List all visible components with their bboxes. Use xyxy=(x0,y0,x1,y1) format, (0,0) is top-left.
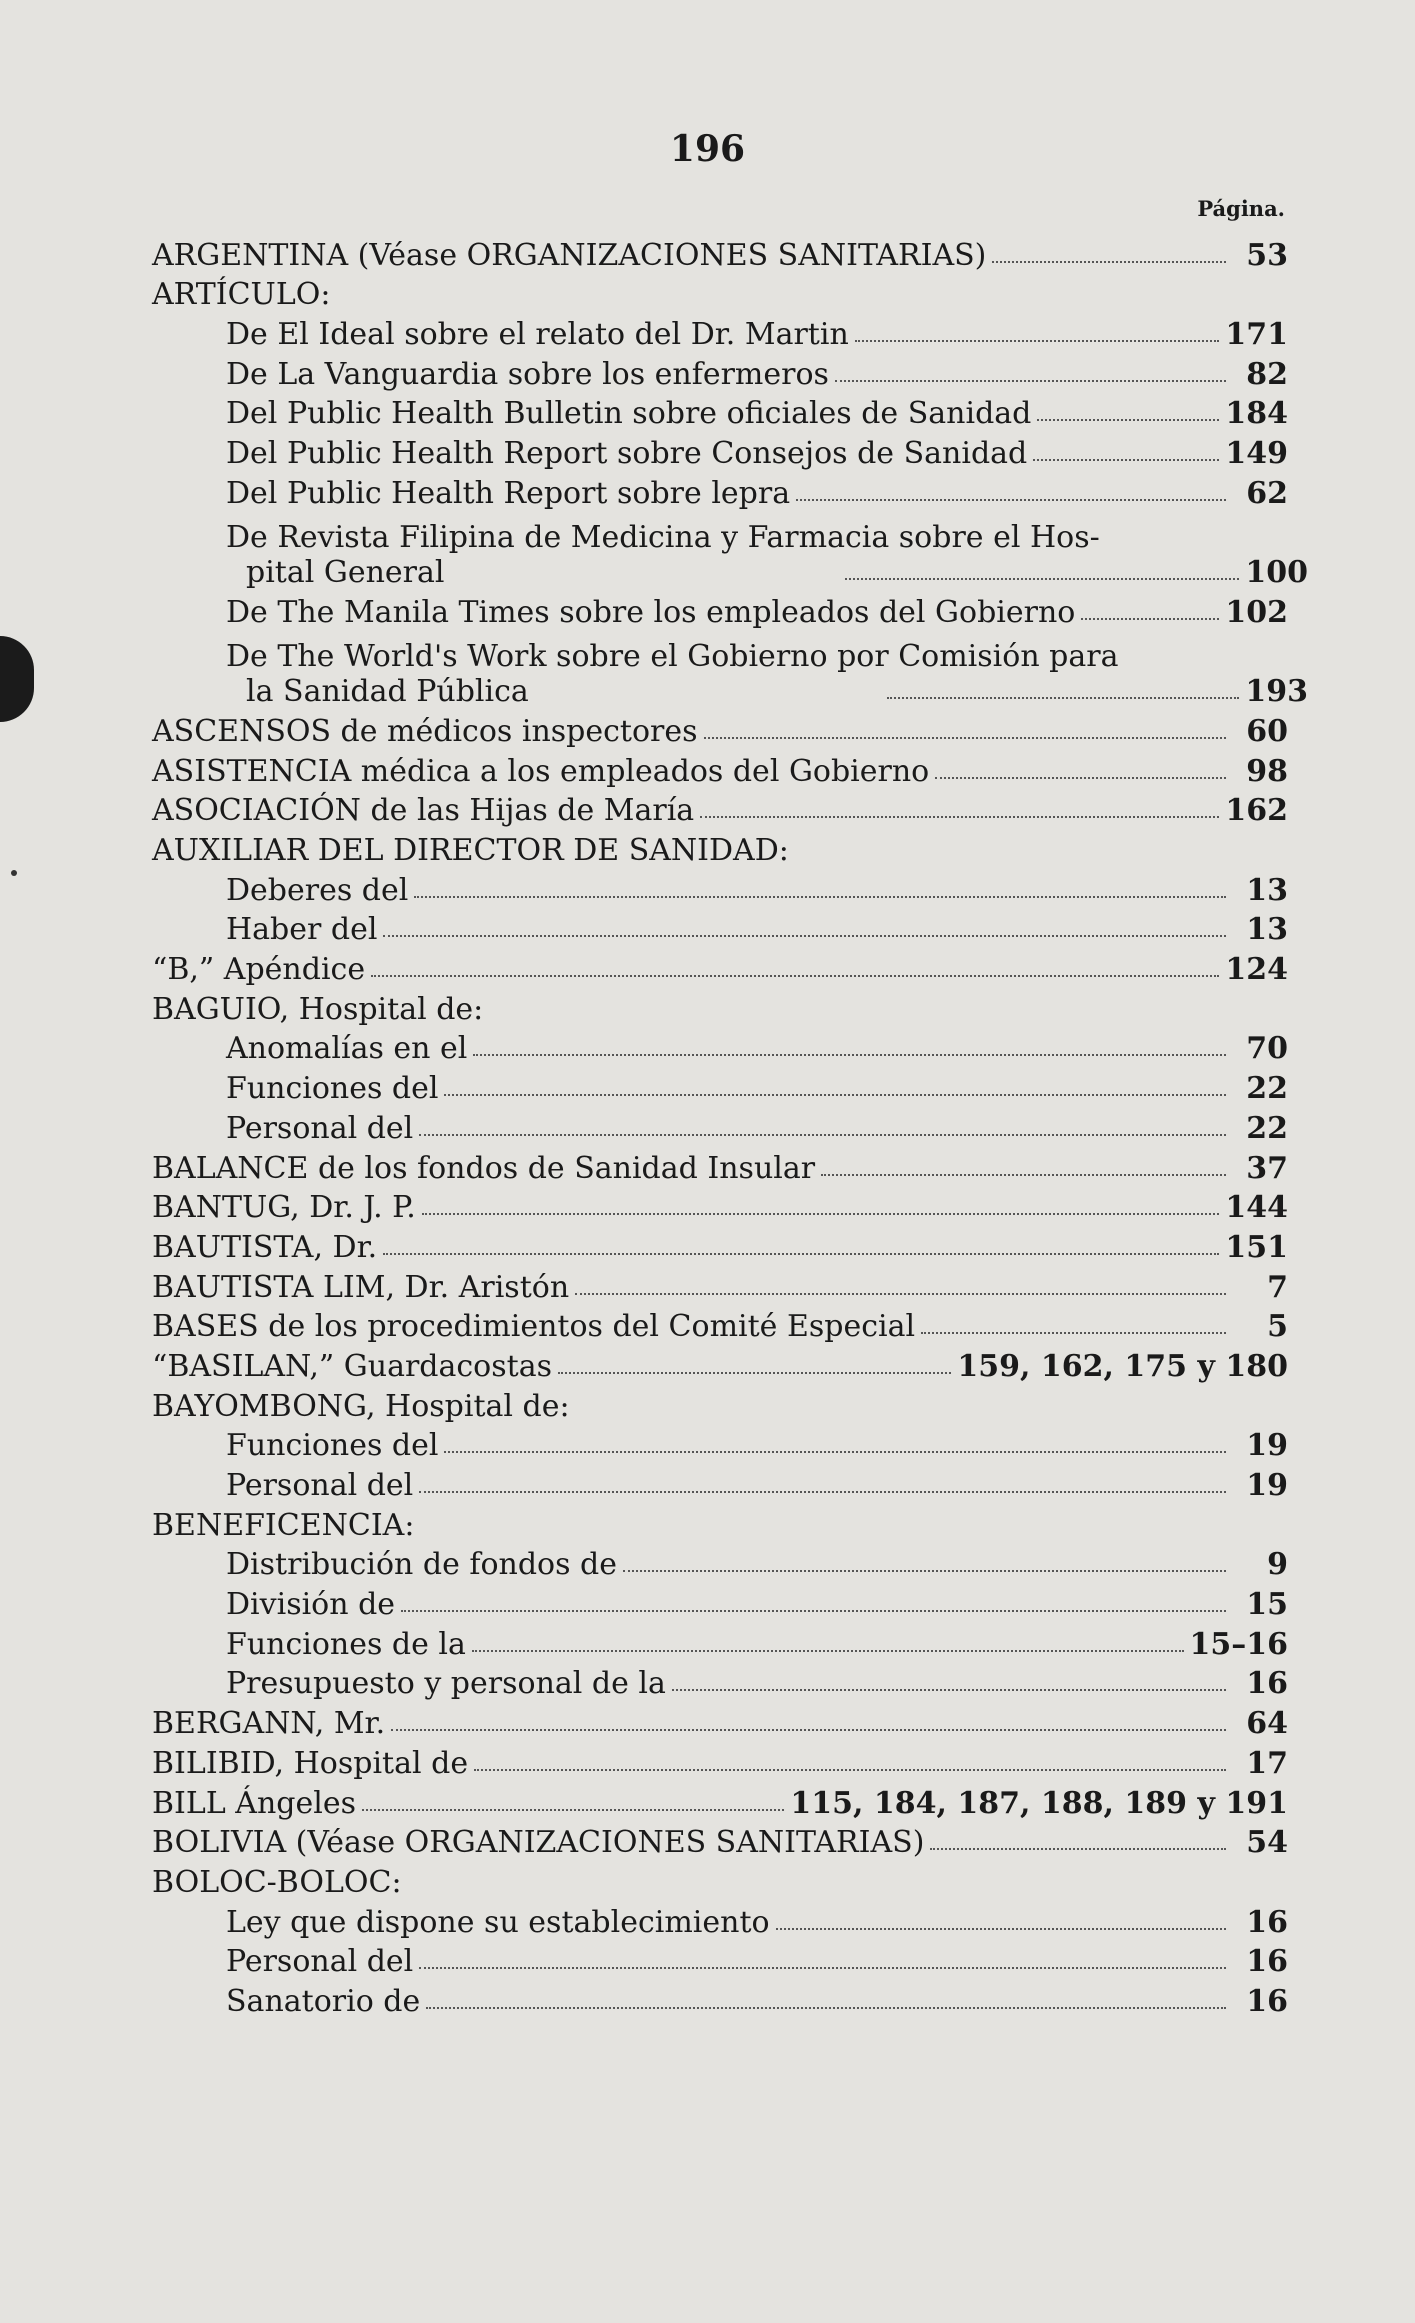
leader-dots xyxy=(1081,618,1219,620)
leader-dots xyxy=(414,896,1226,898)
index-entry xyxy=(152,1227,1288,1267)
leader-dots xyxy=(992,261,1226,263)
index-heading xyxy=(152,830,1288,870)
index-entry xyxy=(152,751,1288,791)
entry-label: De El Ideal sobre el relato del Dr. Martin xyxy=(226,317,849,353)
entry-page: 15 xyxy=(1246,1587,1288,1623)
entry-label: Funciones del xyxy=(226,1428,439,1464)
entry-page: 15–16 xyxy=(1189,1626,1288,1662)
index-entry xyxy=(152,1902,1288,1942)
entry-label: Personal del xyxy=(226,1110,414,1146)
leader-dots xyxy=(1033,459,1219,461)
index-entry xyxy=(152,354,1288,394)
entry-label: De La Vanguardia sobre los enfermeros xyxy=(226,356,829,392)
entry-label-continued: pital General xyxy=(246,555,445,591)
index-entry xyxy=(152,632,1309,711)
entry-label: Presupuesto y personal de la xyxy=(226,1666,666,1702)
leader-dots xyxy=(704,737,1226,739)
entry-page: 100 xyxy=(1245,555,1308,591)
entry-label: Distribución de fondos de xyxy=(226,1547,618,1583)
entry-page: 19 xyxy=(1246,1468,1288,1504)
entry-label: ASISTENCIA médica a los empleados del Gobierno xyxy=(152,753,930,789)
entry-label: BILIBID, Hospital de xyxy=(152,1745,469,1781)
leader-dots xyxy=(444,1451,1226,1453)
entry-label: ASCENSOS de médicos inspectores xyxy=(152,713,698,749)
entry-page: 22 xyxy=(1246,1110,1288,1146)
leader-dots xyxy=(362,1809,784,1811)
page-number: 196 xyxy=(669,128,746,170)
entry-page: 22 xyxy=(1246,1071,1288,1107)
entry-page: 16 xyxy=(1246,1944,1288,1980)
entry-label: Personal del xyxy=(226,1468,414,1504)
leader-dots xyxy=(474,1769,1226,1771)
margin-blot xyxy=(0,636,34,722)
entry-label: De The World's Work sobre el Gobierno por Comisión para xyxy=(226,638,1119,674)
leader-dots xyxy=(700,816,1219,818)
index-entry xyxy=(152,1664,1288,1704)
leader-dots xyxy=(887,697,1239,699)
margin-speck xyxy=(11,870,17,876)
entry-label: “BASILAN,” Guardacostas xyxy=(152,1348,552,1384)
index-entry xyxy=(152,870,1288,910)
entry-label: BILL Ángeles xyxy=(152,1785,356,1821)
index-entry xyxy=(152,1545,1288,1585)
index-entry xyxy=(152,1584,1288,1624)
entry-label: BAGUIO, Hospital de: xyxy=(152,991,484,1027)
entry-label: BASES de los procedimientos del Comité Especial xyxy=(152,1309,916,1345)
index-entry xyxy=(152,1624,1288,1664)
index-entry xyxy=(152,1188,1288,1228)
index-entry xyxy=(152,1108,1288,1148)
entry-label: ASOCIACIÓN de las Hijas de María xyxy=(152,793,695,829)
leader-dots xyxy=(855,340,1220,342)
entry-page: 70 xyxy=(1246,1031,1288,1067)
entry-label: Funciones de la xyxy=(226,1626,466,1662)
index-entry xyxy=(152,1029,1288,1069)
index-entry xyxy=(152,791,1288,831)
leader-dots xyxy=(426,2007,1226,2009)
entry-continuation xyxy=(226,672,1308,712)
index-entry xyxy=(152,394,1288,434)
entry-page: 171 xyxy=(1225,317,1288,353)
leader-dots xyxy=(835,380,1226,382)
entry-page: 62 xyxy=(1246,475,1288,511)
index-entry xyxy=(152,1465,1288,1505)
index-entry xyxy=(152,1426,1288,1466)
entry-page: 53 xyxy=(1246,237,1288,273)
entry-page: 5 xyxy=(1267,1309,1288,1345)
leader-dots xyxy=(623,1570,1226,1572)
entry-page: 102 xyxy=(1225,594,1288,630)
entry-label: BERGANN, Mr. xyxy=(152,1706,386,1742)
entry-page: 144 xyxy=(1225,1190,1288,1226)
index-entry xyxy=(152,1267,1288,1307)
leader-dots xyxy=(371,975,1219,977)
index-entry xyxy=(152,1307,1288,1347)
entry-page: 13 xyxy=(1246,872,1288,908)
index-entry xyxy=(152,592,1288,632)
entry-page: 17 xyxy=(1246,1745,1288,1781)
index-heading xyxy=(152,1505,1288,1545)
leader-dots xyxy=(419,1967,1226,1969)
entry-label: Deberes del xyxy=(226,872,409,908)
entry-page: 149 xyxy=(1225,436,1288,472)
leader-dots xyxy=(930,1848,1226,1850)
index-entry xyxy=(152,1783,1288,1823)
entry-label: Ley que dispone su establecimiento xyxy=(226,1904,770,1940)
entry-label: BAUTISTA, Dr. xyxy=(152,1229,378,1265)
leader-dots xyxy=(796,499,1226,501)
entry-label: BOLOC-BOLOC: xyxy=(152,1864,402,1900)
index-entry xyxy=(152,1743,1288,1783)
entry-label: De Revista Filipina de Medicina y Farmacia sobre el Hos- xyxy=(226,519,1100,555)
index-heading xyxy=(152,989,1288,1029)
entry-page: 16 xyxy=(1246,1666,1288,1702)
leader-dots xyxy=(422,1213,1220,1215)
entry-label: “B,” Apéndice xyxy=(152,952,366,988)
leader-dots xyxy=(472,1650,1184,1652)
entry-page: 9 xyxy=(1267,1547,1288,1583)
leader-dots xyxy=(776,1928,1226,1930)
entry-label: BAYOMBONG, Hospital de: xyxy=(152,1388,570,1424)
entry-label: Sanatorio de xyxy=(226,1983,421,2019)
leader-dots xyxy=(558,1372,951,1374)
index-entry xyxy=(152,1981,1288,2021)
leader-dots xyxy=(1037,419,1219,421)
index-entry xyxy=(152,473,1288,513)
entry-label: Haber del xyxy=(226,912,378,948)
leader-dots xyxy=(575,1293,1226,1295)
leader-dots xyxy=(444,1094,1226,1096)
entry-label: Funciones del xyxy=(226,1071,439,1107)
entry-label: BAUTISTA LIM, Dr. Aristón xyxy=(152,1269,570,1305)
leader-dots xyxy=(401,1610,1226,1612)
leader-dots xyxy=(935,777,1226,779)
index-entry xyxy=(152,711,1288,751)
leader-dots xyxy=(672,1689,1226,1691)
leader-dots xyxy=(419,1491,1226,1493)
entry-page: 54 xyxy=(1246,1825,1288,1861)
index-heading xyxy=(152,1862,1288,1902)
entry-label: Personal del xyxy=(226,1944,414,1980)
index-entry xyxy=(152,1068,1288,1108)
index-entry xyxy=(152,513,1308,592)
entry-page: 19 xyxy=(1246,1428,1288,1464)
index-entry xyxy=(152,949,1288,989)
column-header-pagina: Página. xyxy=(1197,196,1285,221)
entry-page: 64 xyxy=(1246,1706,1288,1742)
entry-page: 115, 184, 187, 188, 189 y 191 xyxy=(790,1785,1288,1821)
entry-label: Del Public Health Bulletin sobre oficiales de Sanidad xyxy=(226,396,1032,432)
index-entry xyxy=(152,1703,1288,1743)
index-entry xyxy=(152,235,1288,275)
entry-label: ARTÍCULO: xyxy=(152,277,331,313)
leader-dots xyxy=(845,578,1239,580)
entry-label: BOLIVIA (Véase ORGANIZACIONES SANITARIAS) xyxy=(152,1825,925,1861)
index-entry xyxy=(152,433,1288,473)
entry-label: AUXILIAR DEL DIRECTOR DE SANIDAD: xyxy=(152,833,789,869)
entry-page: 184 xyxy=(1225,396,1288,432)
index-entry xyxy=(152,314,1288,354)
index-entry xyxy=(152,1346,1288,1386)
entry-page: 60 xyxy=(1246,713,1288,749)
entry-page: 16 xyxy=(1246,1904,1288,1940)
entry-page: 37 xyxy=(1246,1150,1288,1186)
entry-label: BANTUG, Dr. J. P. xyxy=(152,1190,416,1226)
entry-page: 162 xyxy=(1225,793,1288,829)
entry-label: Del Public Health Report sobre lepra xyxy=(226,475,791,511)
index-heading xyxy=(152,275,1288,315)
leader-dots xyxy=(821,1174,1226,1176)
leader-dots xyxy=(921,1332,1226,1334)
entry-page: 124 xyxy=(1225,952,1288,988)
entry-page: 159, 162, 175 y 180 xyxy=(957,1348,1288,1384)
leader-dots xyxy=(383,935,1226,937)
entry-page: 193 xyxy=(1245,674,1309,710)
leader-dots xyxy=(383,1253,1219,1255)
entry-page: 13 xyxy=(1246,912,1288,948)
index-entry xyxy=(152,910,1288,950)
entry-page: 16 xyxy=(1246,1983,1288,2019)
entry-page: 7 xyxy=(1267,1269,1288,1305)
entry-label: Anomalías en el xyxy=(226,1031,468,1067)
leader-dots xyxy=(419,1134,1226,1136)
entry-page: 151 xyxy=(1225,1229,1288,1265)
entry-page: 98 xyxy=(1246,753,1288,789)
index-entry xyxy=(152,1942,1288,1982)
entry-label: BENEFICENCIA: xyxy=(152,1507,415,1543)
index-entries xyxy=(152,235,1309,2021)
leader-dots xyxy=(391,1729,1226,1731)
entry-label: BALANCE de los fondos de Sanidad Insular xyxy=(152,1150,816,1186)
entry-label: ARGENTINA (Véase ORGANIZACIONES SANITARIAS) xyxy=(152,237,987,273)
entry-label: De The Manila Times sobre los empleados del Gobierno xyxy=(226,594,1076,630)
index-heading xyxy=(152,1386,1288,1426)
entry-label: División de xyxy=(226,1587,396,1623)
leader-dots xyxy=(473,1054,1226,1056)
entry-label: Del Public Health Report sobre Consejos de Sanidad xyxy=(226,436,1028,472)
entry-page: 82 xyxy=(1246,356,1288,392)
index-entry xyxy=(152,1823,1288,1863)
index-entry xyxy=(152,1148,1288,1188)
entry-label-continued: la Sanidad Pública xyxy=(246,674,529,710)
entry-continuation xyxy=(226,553,1308,593)
